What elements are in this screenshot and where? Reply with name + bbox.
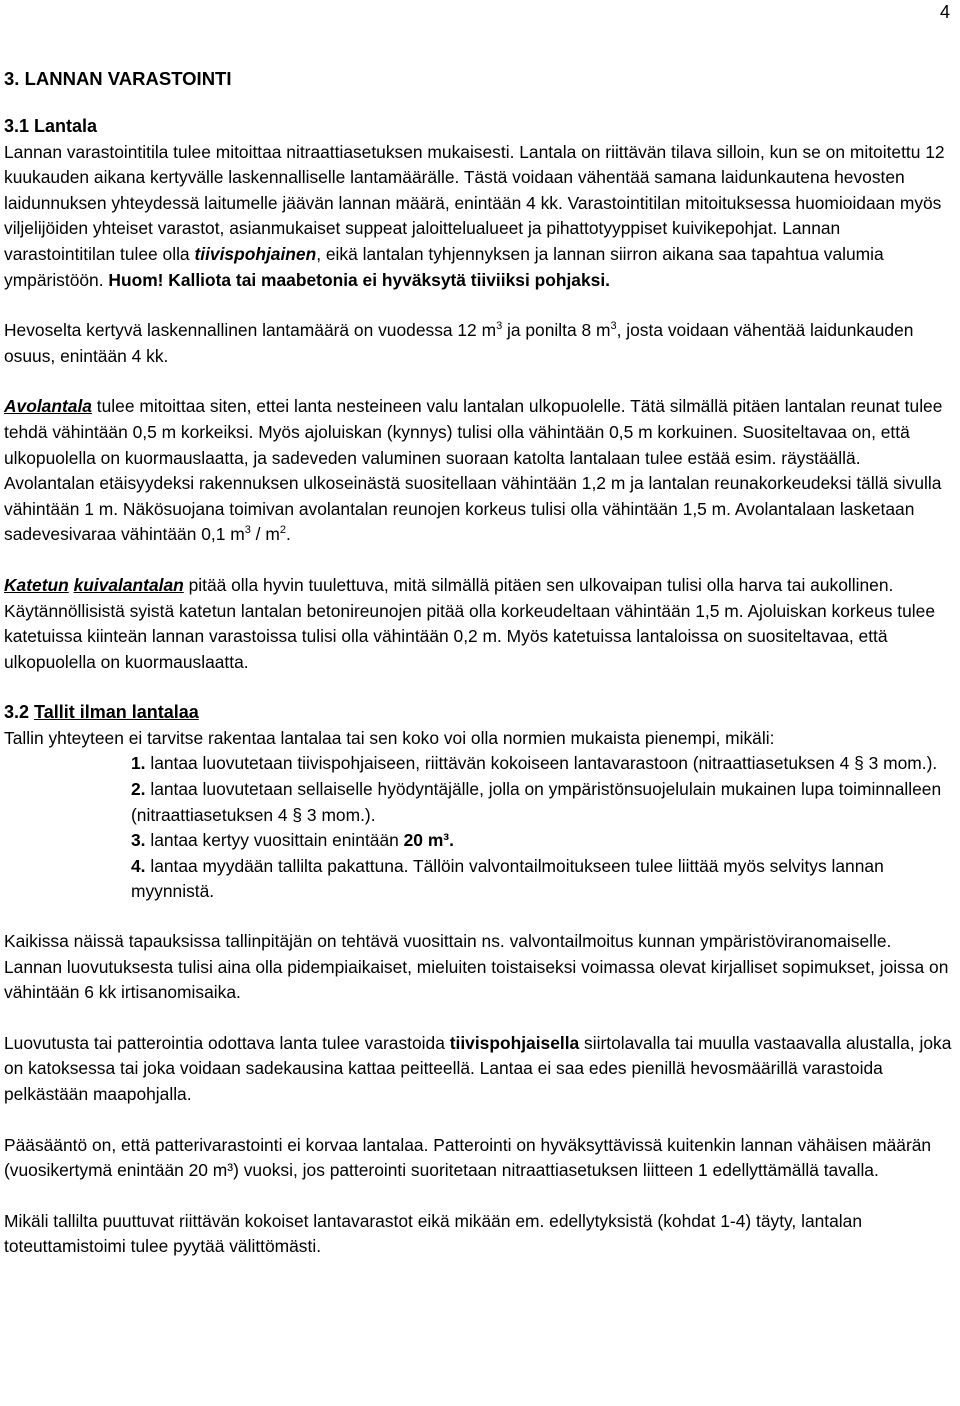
text-run-lead: kuivalantalan xyxy=(73,574,184,595)
text-run: , eikä lantalan tyhjennyksen ja lannan siirron aikana saa tapahtua valumia ympäristöön. xyxy=(4,243,884,290)
chapter-heading: 3. LANNAN VARASTOINTI xyxy=(4,68,232,89)
list-number: 2. xyxy=(131,779,146,800)
list-text: lantaa luovutetaan sellaiselle hyödyntäjälle, jolla on ympäristönsuojelulain mukainen lupa toiminnalleen (nitraattiasetuksen 4 § 3 mom.). xyxy=(131,779,942,825)
superscript: 2 xyxy=(279,524,286,537)
list-text: lantaa luovutetaan tiivispohjaiseen, riittävän kokoiseen lantavarastoon (nitraattiasetuksen 4 § 3 mom.). xyxy=(145,753,938,774)
list-text: lantaa myydään tallilta pakattuna. Tällöin valvontailmoitukseen tulee liittää myös selvitys lannan myynnistä. xyxy=(131,855,884,902)
list-number: 1. xyxy=(131,753,146,774)
conditions-list xyxy=(131,751,954,905)
section-heading-stables xyxy=(4,700,954,726)
text-run: , josta voidaan vähentää laidunkauden osuus, enintään 4 kk. xyxy=(4,320,914,366)
paragraph-stables-intro: Tallin yhteyteen ei tarvitse rakentaa lantalaa tai sen koko voi olla normien mukaista pienempi, mikäli: xyxy=(4,727,775,748)
heading-text: Tallit ilman lantalaa xyxy=(34,702,199,723)
list-text-bold: 20 m³. xyxy=(403,830,454,851)
paragraph-covered-storage xyxy=(4,573,954,675)
text-run: tulee mitoittaa siten, ettei lanta nesteineen valu lantalan ulkopuolelle. Tätä silmällä pitäen lantalan reunat tulee tehdä vähintään 0,5 m korkeiksi. Myös ajoluiskan (kynnys) tulisi olla vähintään 0,5 m korkuinen. Suositeltavaa on, että ulkopuolella on kuormauslaatta, ja sadeveden valuminen suoraan katolta lantalaan tulee estää esim. räystäällä. Avolantalan etäisyydeksi rakennuksen ulkoseinästä suositellaan vähintään 1,2 m ja lantalan reunakorkeudeksi tällä sivulla vähintään 1 m. Näkösuojana toimivan avolantalan reunojen korkeus tulisi olla vähintään 1,5 m. Avolantalaan lasketaan sadevesivaraa vähintään 0,1 m xyxy=(4,396,943,545)
heading-number: 3.2 xyxy=(4,702,35,723)
text-run-lead: Avolantala xyxy=(4,396,92,417)
list-item xyxy=(131,828,954,854)
text-run: Luovutusta tai patterointia odottava lanta tulee varastoida xyxy=(4,1032,450,1053)
text-run: / m xyxy=(250,524,280,545)
paragraph-conclusion: Mikäli tallilta puuttuvat riittävän kokoiset lantavarastot eikä mikään em. edellytyksistä (kohdat 1-4) täyty, lantalan toteuttamistoimi tulee pyytää välittömästi. xyxy=(4,1210,863,1257)
paragraph-open-manure-storage xyxy=(4,394,954,548)
text-run: ja ponilta 8 m xyxy=(502,320,611,341)
text-run-lead: Katetun xyxy=(4,574,69,595)
list-number: 3. xyxy=(131,830,146,851)
text-run-emphasis: tiivispohjainen xyxy=(194,243,317,264)
document-body xyxy=(4,66,954,1260)
list-number: 4. xyxy=(131,855,146,876)
section-heading-lantala: 3.1 Lantala xyxy=(4,116,98,136)
superscript: 3 xyxy=(610,320,617,333)
text-run: Hevoselta kertyvä laskennallinen lantamäärä on vuodessa 12 m xyxy=(4,320,497,341)
text-run: . xyxy=(285,524,291,545)
paragraph-manure-amount xyxy=(4,318,954,369)
list-text: lantaa kertyy vuosittain enintään xyxy=(145,830,404,851)
list-item xyxy=(131,777,954,828)
text-run-bold: tiivispohjaisella xyxy=(449,1032,580,1053)
list-item xyxy=(131,751,954,777)
page-number: 4 xyxy=(939,2,950,22)
text-run: pitää olla hyvin tuulettuva, mitä silmällä pitäen sen ulkovaipan tulisi olla harva tai aukollinen. Käytännöllisistä syistä katetun lantalan betonireunojen pitää olla korkeudeltaan vähintään 1,5 m. Ajoluiskan korkeus tulee katetuissa kiinteän lannan varastoissa tulisi olla vähintään 0,2 m. Myös katetuissa lantaloissa on suositeltavaa, että ulkopuolella on kuormauslaatta. xyxy=(4,574,935,672)
paragraph-awaiting-storage xyxy=(4,1031,954,1108)
paragraph-storage-requirements xyxy=(4,140,954,294)
paragraph-pile-storage: Pääsääntö on, että patterivarastointi ei korvaa lantalaa. Patterointi on hyväksyttävissä kuitenkin lannan vähäisen määrän (vuosikertymä enintään 20 m³) vuoksi, jos patterointi suoritetaan nitraattiasetuksen liitteen 1 edellyttämällä tavalla. xyxy=(4,1134,932,1181)
text-run: siirtolavalla tai muulla vastaavalla alustalla, joka on katoksessa tai joka voidaan sadekausina kattaa peitteellä. Lantaa ei saa edes pienillä hevosmäärillä varastoida pelkästään maapohjalla. xyxy=(4,1032,952,1104)
text-run-bold: Huom! Kalliota tai maabetonia ei hyväksytä tiiviiksi pohjaksi. xyxy=(108,269,610,290)
paragraph-annual-notification: Kaikissa näissä tapauksissa tallinpitäjän on tehtävä vuosittain ns. valvontailmoitus kunnan ympäristöviranomaiselle. Lannan luovutuksesta tulisi aina olla pidempiaikaiset, mieluiten toistaiseksi voimassa olevat kirjalliset sopimukset, joissa on vähintään 6 kk irtisanomisaika. xyxy=(4,931,949,1003)
list-item xyxy=(131,854,954,905)
text-run: Lannan varastointitila tulee mitoittaa nitraattiasetuksen mukaisesti. Lantala on riittävän tilava silloin, kun se on mitoitettu 12 kuukauden aikana kertyvälle laskennalliselle lantamäärälle. Tästä voidaan vähentää samana laidunkautena hevosten laidunnuksen yhteydessä laitumelle jäävän lannan määrä, enintään 4 kk. Varastointitilan mitoituksessa huomioidaan myös viljelijöiden yhteiset varastot, asianmukaiset suppeat jaloittelualueet ja pihattotyyppiset kuivikepohjat. Lannan varastointitilan tulee olla xyxy=(4,141,945,264)
superscript: 3 xyxy=(496,320,503,333)
superscript: 3 xyxy=(244,524,251,537)
